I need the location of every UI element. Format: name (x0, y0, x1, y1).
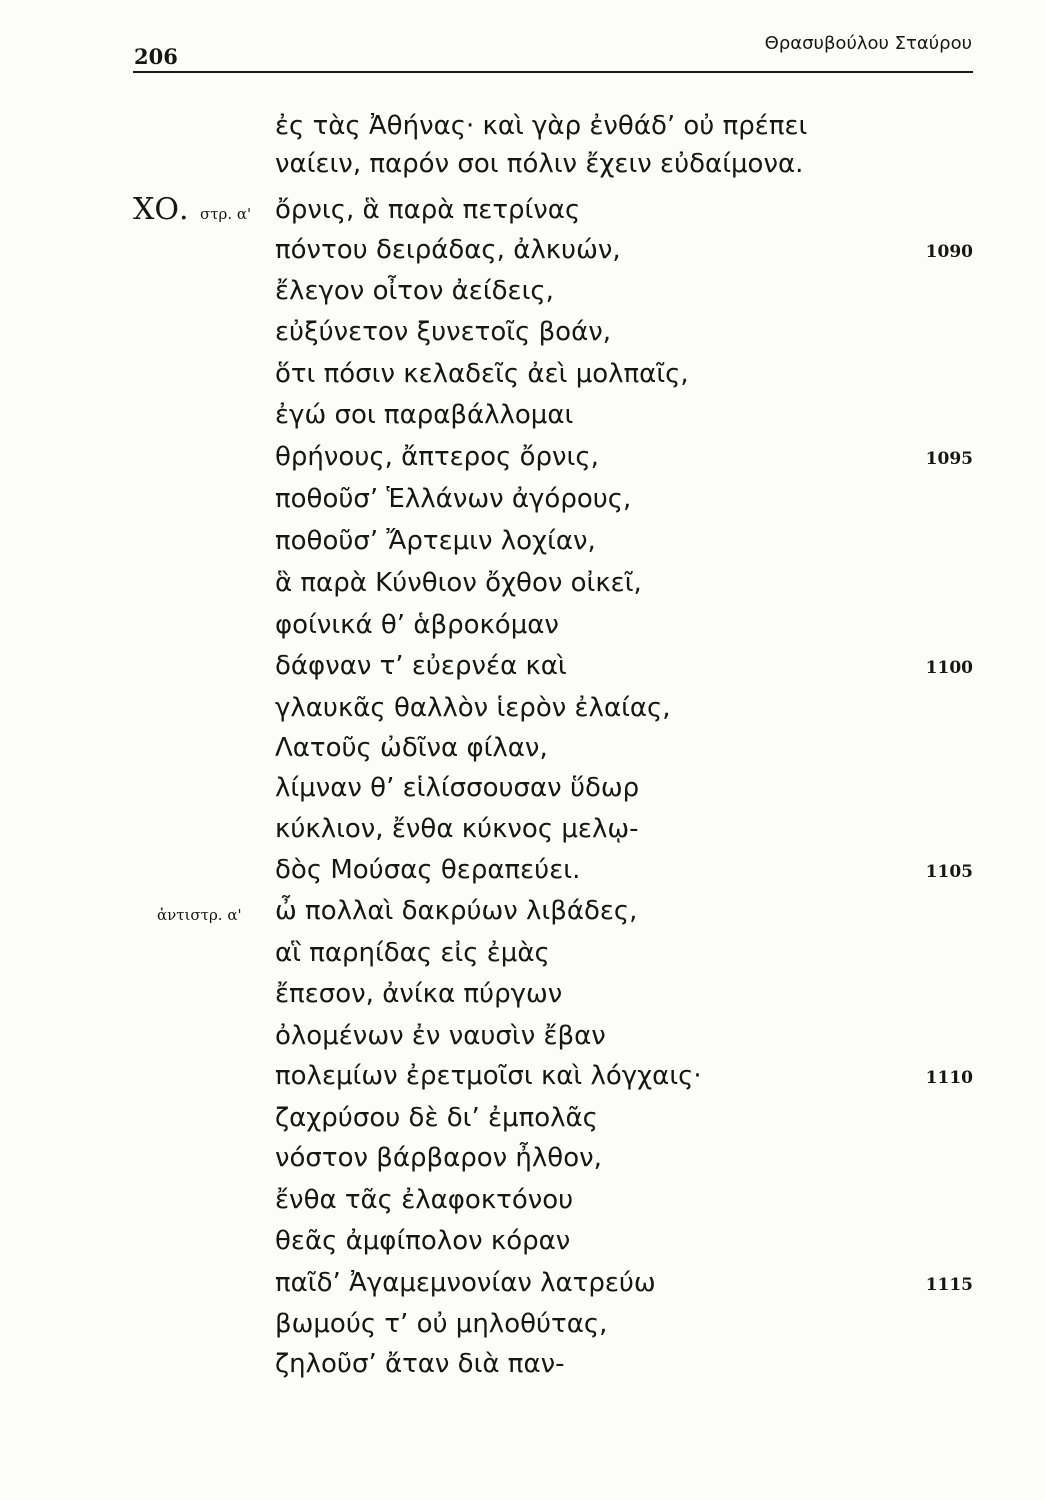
verse-line (0, 893, 1045, 929)
verse-line (0, 852, 1045, 888)
verse-line (0, 811, 1045, 847)
verse-line (0, 397, 1045, 433)
verse-text: Λατοῦς ὠδῖνα φίλαν, (275, 733, 548, 763)
antistrophe-marker: ἀντιστρ. α' (157, 906, 242, 924)
verse-line (0, 356, 1045, 392)
verse-line (0, 481, 1045, 517)
verse-text: ἐγώ σοι παραβάλλομαι (275, 400, 574, 430)
speaker-label: ΧΟ. (133, 192, 189, 227)
verse-line (0, 192, 1045, 228)
verse-line (0, 770, 1045, 806)
verse-line (0, 523, 1045, 559)
verse-line (0, 1182, 1045, 1218)
running-title: Θρασυβούλου Σταύρου (764, 33, 972, 54)
verse-line (0, 1018, 1045, 1054)
strophe-marker: στρ. α' (200, 205, 252, 223)
verse-text: ὀλομένων ἐν ναυσὶν ἔβαν (275, 1021, 606, 1051)
verse-text: ὅτι πόσιν κελαδεῖς ἀεὶ μολπαῖς, (275, 359, 689, 389)
verse-text: θρήνους, ἄπτερος ὄρνις, (275, 442, 599, 472)
verse-text: παῖδ’ Ἀγαμεμνονίαν λατρεύω (275, 1268, 656, 1298)
verse-text: λίμναν θ’ εἱλίσσουσαν ὕδωρ (275, 773, 640, 803)
verse-text: ἔνθα τᾶς ἐλαφοκτόνου (275, 1185, 574, 1215)
verse-text: ὄρνις, ἃ παρὰ πετρίνας (275, 195, 581, 225)
verse-text: ζαχρύσου δὲ δι’ ἐμπολᾶς (275, 1103, 598, 1133)
verse-text: ἔλεγον οἶτον ἀείδεις, (275, 276, 554, 306)
verse-line (0, 1140, 1045, 1176)
verse-line (0, 935, 1045, 971)
line-number: 1115 (925, 1275, 973, 1295)
verse-text: νόστον βάρβαρον ἦλθον, (275, 1143, 602, 1173)
verse-text: εὐξύνετον ξυνετοῖς βοάν, (275, 317, 611, 347)
verse-text: πολεμίων ἐρετμοῖσι καὶ λόγχαις· (275, 1061, 702, 1091)
verse-text: φοίνικά θ’ ἁβροκόμαν (275, 610, 559, 640)
verse-text: δὸς Μούσας θεραπεύει. (275, 855, 581, 885)
verse-text: ὦ πολλαὶ δακρύων λιβάδες, (275, 896, 638, 926)
verse-line (0, 108, 1045, 144)
verse-text: ἃ παρὰ Κύνθιον ὄχθον οἰκεῖ, (275, 568, 642, 598)
verse-line (0, 314, 1045, 350)
verse-line (0, 648, 1045, 684)
verse-text: δάφναν τ’ εὐερνέα καὶ (275, 651, 567, 681)
verse-text: ποθοῦσ’ Ἑλλάνων ἀγόρους, (275, 484, 632, 514)
verse-line (0, 1100, 1045, 1136)
verse-line (0, 1058, 1045, 1094)
verse-text: βωμούς τ’ οὐ μηλοθύτας, (275, 1309, 608, 1339)
verse-text: γλαυκᾶς θαλλὸν ἱερὸν ἐλαίας, (275, 693, 671, 723)
verse-line (0, 273, 1045, 309)
verse-line (0, 730, 1045, 766)
verse-text: πόντου δειράδας, ἀλκυών, (275, 235, 621, 265)
verse-text: ναίειν, παρόν σοι πόλιν ἔχειν εὐδαίμονα. (275, 149, 804, 179)
verse-text: ζηλοῦσ’ ἄταν διὰ παν- (275, 1349, 565, 1379)
verse-line (0, 1306, 1045, 1342)
verse-text: κύκλιον, ἔνθα κύκνος μελῳ- (275, 814, 639, 844)
verse-line (0, 146, 1045, 182)
verse-line (0, 976, 1045, 1012)
line-number: 1105 (925, 862, 973, 882)
verse-text: αἳ παρηίδας εἰς ἐμὰς (275, 938, 550, 968)
line-number: 1095 (925, 449, 973, 469)
line-number: 1100 (925, 658, 973, 678)
verse-line (0, 439, 1045, 475)
page-number: 206 (134, 44, 178, 69)
verse-line (0, 565, 1045, 601)
verse-text: ἐς τὰς Ἀθήνας· καὶ γὰρ ἐνθάδ’ οὐ πρέπει (275, 111, 808, 141)
verse-line (0, 232, 1045, 268)
header-rule (133, 71, 973, 73)
verse-line (0, 1265, 1045, 1301)
verse-text: ἔπεσον, ἀνίκα πύργων (275, 979, 563, 1009)
verse-line (0, 1223, 1045, 1259)
line-number: 1110 (925, 1068, 973, 1088)
verse-line (0, 690, 1045, 726)
verse-line (0, 607, 1045, 643)
verse-line (0, 1346, 1045, 1382)
verse-text: θεᾶς ἀμφίπολον κόραν (275, 1226, 571, 1256)
verse-text: ποθοῦσ’ Ἄρτεμιν λοχίαν, (275, 526, 596, 556)
line-number: 1090 (925, 242, 973, 262)
